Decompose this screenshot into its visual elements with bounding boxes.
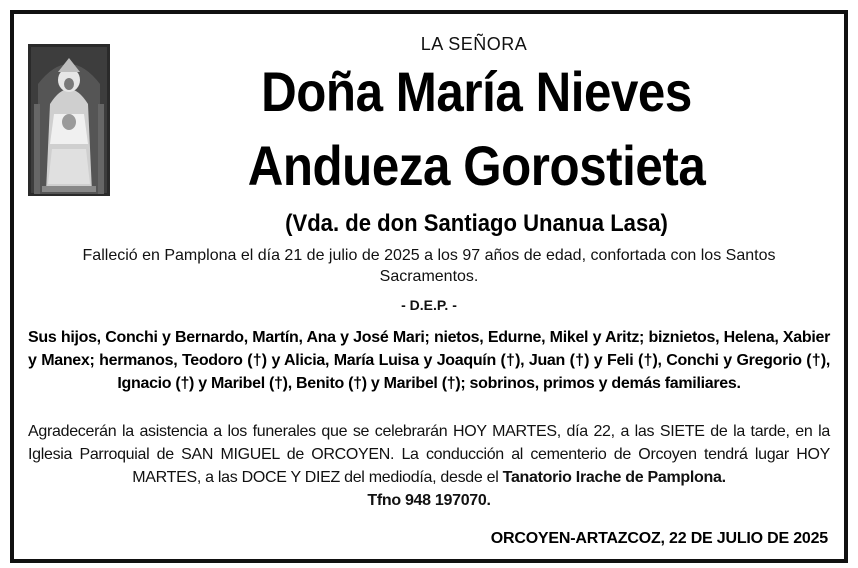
family-list: Sus hijos, Conchi y Bernardo, Martín, Ana y José Mari; nietos, Edurne, Mikel y Aritz; biznietos, Helena, Xabier y Manex; hermanos, Teodoro (†) y Alicia, María Luisa y Joaquín (†), Juan (†) y Feli (†), Conchi y Gregorio (†), Ignacio (†) y Maribel (†), Benito (†) y Maribel (†); sobrinos, primos y demás familiares.: [28, 329, 830, 392]
funeral-details: [28, 420, 830, 512]
place-date-footer: ORCOYEN-ARTAZCOZ, 22 DE JULIO DE 2025: [490, 530, 828, 547]
deceased-name-line2: Andueza Gorostieta: [247, 134, 706, 197]
dep-marker: - D.E.P. -: [401, 297, 457, 313]
funeral-place: Tanatorio Irache de Pamplona.: [502, 469, 726, 486]
widow-of: (Vda. de don Santiago Unanua Lasa): [285, 210, 668, 237]
overline-title: LA SEÑORA: [420, 34, 528, 54]
funeral-phone: Tfno 948 197070.: [367, 492, 491, 509]
funeral-text: Agradecerán la asistencia a los funerales que se celebrarán HOY MARTES, día 22, a las SIETE de la tarde, en la Iglesia Parroquial de SAN MIGUEL de ORCOYEN. La conducción al cementerio de Orcoyen tendrá lugar HOY MARTES, a las DOCE Y DIEZ del mediodía, desde el: [28, 423, 830, 486]
death-announcement: Falleció en Pamplona el día 21 de julio de 2025 a los 97 años de edad, confortada con los Santos Sacramentos.: [82, 247, 776, 285]
deceased-name-line1: Doña María Nieves: [261, 60, 692, 123]
obituary-frame: [10, 10, 848, 563]
virgin-statue-icon: [28, 44, 110, 196]
